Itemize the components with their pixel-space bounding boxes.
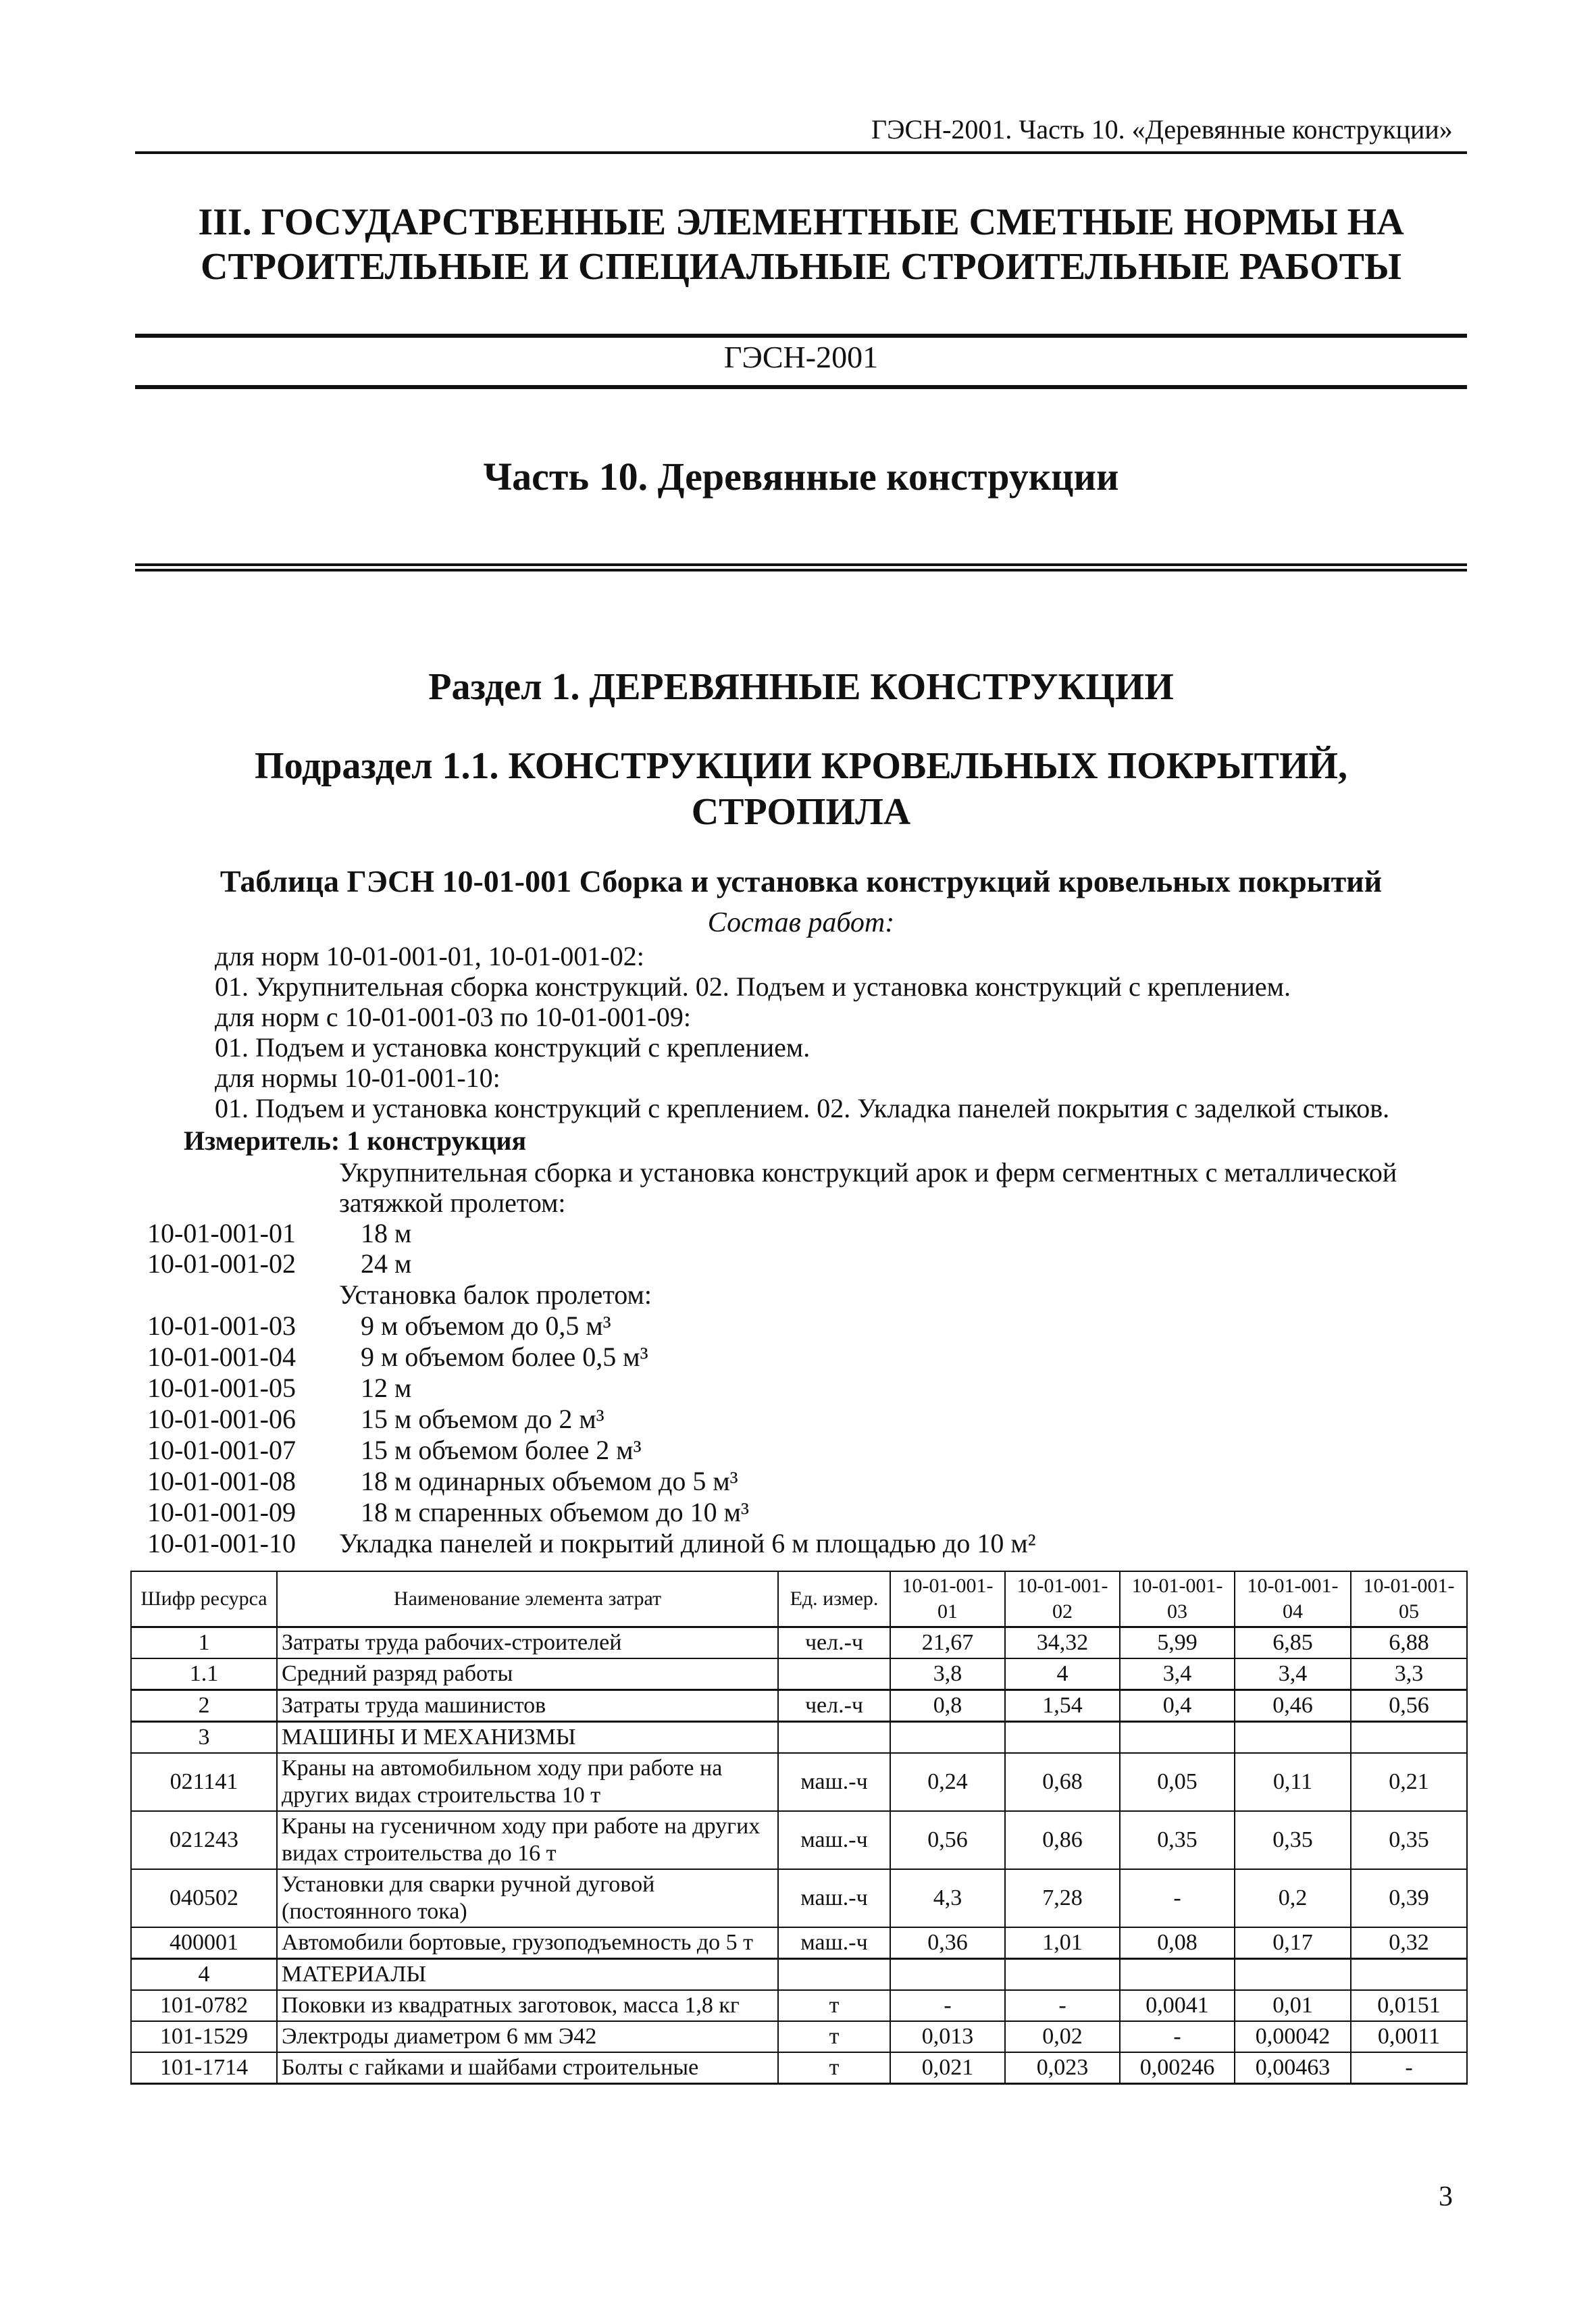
column-header-name: Наименование элемента затрат <box>277 1571 778 1627</box>
resource-cost-table <box>130 1571 1468 2085</box>
norm-description: Укладка панелей и покрытий длиной 6 м площадью до 10 м² <box>339 1528 1036 1558</box>
norm-value: 0,24 <box>890 1753 1005 1811</box>
norm-value: 3,4 <box>1120 1658 1235 1690</box>
norm-description: 18 м спаренных объемом до 10 м³ <box>361 1497 749 1527</box>
norms-intro-line: затяжкой пролетом: <box>339 1188 566 1218</box>
resource-unit: т <box>778 1990 890 2021</box>
norm-value: - <box>890 1990 1005 2021</box>
norm-value: 0,36 <box>890 1927 1005 1959</box>
group-title: МАТЕРИАЛЫ <box>277 1959 778 1991</box>
norm-value: 0,00463 <box>1235 2052 1351 2084</box>
resource-name: Затраты труда машинистов <box>277 1690 778 1722</box>
resource-code: 101-0782 <box>131 1990 277 2021</box>
column-header-norm: 10-01-001-05 <box>1351 1571 1467 1627</box>
norm-code: 10-01-001-01 <box>147 1218 296 1248</box>
norm-row <box>147 1403 1485 1434</box>
norm-value: 0,08 <box>1120 1927 1235 1959</box>
gesn-label: ГЭСН-2001 <box>723 340 879 374</box>
main-title <box>135 200 1467 289</box>
norm-value: 1,01 <box>1005 1927 1120 1959</box>
column-header-norm: 10-01-001-01 <box>890 1571 1005 1627</box>
norm-value: 0,05 <box>1120 1753 1235 1811</box>
norm-value: 0,56 <box>1351 1690 1467 1722</box>
resource-code: 101-1714 <box>131 2052 277 2084</box>
subsection-title <box>135 743 1467 835</box>
norm-value: 0,35 <box>1351 1811 1467 1869</box>
norm-value: 0,68 <box>1005 1753 1120 1811</box>
norm-value: 0,01 <box>1235 1990 1351 2021</box>
gesn-rule-bottom <box>135 385 1467 389</box>
norm-value: 6,85 <box>1235 1627 1351 1659</box>
norm-value: 0,021 <box>890 2052 1005 2084</box>
norm-value: 3,8 <box>890 1658 1005 1690</box>
norm-value: 0,013 <box>890 2021 1005 2052</box>
table-row <box>131 1658 1467 1690</box>
running-header: ГЭСН-2001. Часть 10. «Деревянные конструкции» <box>871 114 1453 145</box>
norm-value: 6,88 <box>1351 1627 1467 1659</box>
work-composition-line: 01. Подъем и установка конструкций с креплением. <box>215 1032 810 1063</box>
norm-value: 0,35 <box>1120 1811 1235 1869</box>
norm-row <box>147 1217 1485 1248</box>
norm-value: 0,00246 <box>1120 2052 1235 2084</box>
norm-value: 0,0011 <box>1351 2021 1467 2052</box>
norm-value: 7,28 <box>1005 1869 1120 1927</box>
table-row <box>131 1690 1467 1722</box>
norm-code: 10-01-001-07 <box>147 1435 296 1465</box>
resource-name: Автомобили бортовые, грузоподъемность до 5 т <box>277 1927 778 1959</box>
table-row <box>131 1990 1467 2021</box>
resource-code: 3 <box>131 1722 277 1754</box>
norm-value <box>1005 1722 1120 1754</box>
norm-value: 34,32 <box>1005 1627 1120 1659</box>
resource-code: 1.1 <box>131 1658 277 1690</box>
table-group-row <box>131 1959 1467 1991</box>
resource-unit: чел.-ч <box>778 1627 890 1659</box>
norm-value: 0,39 <box>1351 1869 1467 1927</box>
resource-unit <box>778 1959 890 1991</box>
resource-unit: маш.-ч <box>778 1869 890 1927</box>
norm-description: 9 м объемом до 0,5 м³ <box>361 1311 611 1341</box>
resource-name: Краны на автомобильном ходу при работе на других видах строительства 10 т <box>277 1753 778 1811</box>
norm-code: 10-01-001-10 <box>147 1528 296 1558</box>
resource-code: 2 <box>131 1690 277 1722</box>
resource-code: 400001 <box>131 1927 277 1959</box>
work-composition-line: для нормы 10-01-001-10: <box>215 1063 500 1093</box>
norm-code: 10-01-001-06 <box>147 1404 296 1434</box>
norm-value: 5,99 <box>1120 1627 1235 1659</box>
work-composition-line: для норм 10-01-001-01, 10-01-001-02: <box>215 941 644 971</box>
norm-description: 18 м <box>361 1218 412 1248</box>
table-group-row <box>131 1722 1467 1754</box>
norm-value: 0,46 <box>1235 1690 1351 1722</box>
norm-value: 0,21 <box>1351 1753 1467 1811</box>
table-title: Таблица ГЭСН 10-01-001 Сборка и установка конструкций кровельных покрытий <box>220 864 1383 898</box>
norm-value: 0,02 <box>1005 2021 1120 2052</box>
column-header-norm: 10-01-001-04 <box>1235 1571 1351 1627</box>
main-title-line-1: III. ГОСУДАРСТВЕННЫЕ ЭЛЕМЕНТНЫЕ СМЕТНЫЕ НОРМЫ НА <box>198 201 1404 243</box>
norm-row <box>147 1527 1485 1558</box>
resource-unit: маш.-ч <box>778 1927 890 1959</box>
norm-value: 1,54 <box>1005 1690 1120 1722</box>
table-row <box>131 1811 1467 1869</box>
column-header-code: Шифр ресурса <box>131 1571 277 1627</box>
resource-unit: т <box>778 2052 890 2084</box>
norm-description: 15 м объемом до 2 м³ <box>361 1404 604 1434</box>
part-title: Часть 10. Деревянные конструкции <box>483 455 1119 499</box>
section-title: Раздел 1. ДЕРЕВЯННЫЕ КОНСТРУКЦИИ <box>428 666 1174 708</box>
norm-description: 24 м <box>361 1248 412 1279</box>
norm-value: - <box>1005 1990 1120 2021</box>
part-rule-2 <box>135 569 1467 571</box>
main-title-line-2: СТРОИТЕЛЬНЫЕ И СПЕЦИАЛЬНЫЕ СТРОИТЕЛЬНЫЕ РАБОТЫ <box>201 246 1401 288</box>
gesn-rule-top <box>135 334 1467 338</box>
table-row <box>131 1627 1467 1659</box>
norm-value: 0,00042 <box>1235 2021 1351 2052</box>
norm-value <box>1120 1959 1235 1991</box>
resource-code: 040502 <box>131 1869 277 1927</box>
norm-value: 0,32 <box>1351 1927 1467 1959</box>
norm-value <box>1005 1959 1120 1991</box>
norm-row <box>147 1279 1485 1310</box>
norm-value: - <box>1120 1869 1235 1927</box>
norm-value: - <box>1351 2052 1467 2084</box>
norms-intro-line: Укрупнительная сборка и установка конструкций арок и ферм сегментных с металлической <box>339 1157 1397 1188</box>
norm-value <box>1235 1959 1351 1991</box>
norm-code: 10-01-001-05 <box>147 1373 296 1403</box>
table-header-row <box>131 1571 1467 1627</box>
resource-code: 4 <box>131 1959 277 1991</box>
resource-code: 021243 <box>131 1811 277 1869</box>
norm-row <box>147 1310 1485 1341</box>
norm-value <box>1120 1722 1235 1754</box>
resource-name: Затраты труда рабочих-строителей <box>277 1627 778 1659</box>
norm-description: 9 м объемом более 0,5 м³ <box>361 1342 648 1372</box>
norm-code: 10-01-001-03 <box>147 1311 296 1341</box>
column-header-norm: 10-01-001-02 <box>1005 1571 1120 1627</box>
norm-value: 3,4 <box>1235 1658 1351 1690</box>
norm-code: 10-01-001-02 <box>147 1248 296 1279</box>
norm-value <box>1351 1722 1467 1754</box>
norm-value <box>1351 1959 1467 1991</box>
page-number: 3 <box>1439 2181 1453 2212</box>
norm-value: 21,67 <box>890 1627 1005 1659</box>
table-row <box>131 2021 1467 2052</box>
norm-value: 0,11 <box>1235 1753 1351 1811</box>
resource-code: 021141 <box>131 1753 277 1811</box>
work-composition-line: для норм с 10-01-001-03 по 10-01-001-09: <box>215 1002 692 1032</box>
norm-value: 0,2 <box>1235 1869 1351 1927</box>
subsection-title-line-2: СТРОПИЛА <box>691 791 911 833</box>
norm-description: 12 м <box>361 1373 412 1403</box>
resource-unit: маш.-ч <box>778 1753 890 1811</box>
norm-value <box>890 1959 1005 1991</box>
norm-value: 4,3 <box>890 1869 1005 1927</box>
norm-description: 15 м объемом более 2 м³ <box>361 1435 642 1465</box>
resource-name: Электроды диаметром 6 мм Э42 <box>277 2021 778 2052</box>
header-divider <box>135 151 1467 154</box>
subsection-title-line-1: Подраздел 1.1. КОНСТРУКЦИИ КРОВЕЛЬНЫХ ПОКРЫТИЙ, <box>255 745 1347 787</box>
norm-value: 0,86 <box>1005 1811 1120 1869</box>
norm-value: 0,0151 <box>1351 1990 1467 2021</box>
norm-row <box>147 1372 1485 1403</box>
norm-value: 0,56 <box>890 1811 1005 1869</box>
column-header-norm: 10-01-001-03 <box>1120 1571 1235 1627</box>
norm-value: 4 <box>1005 1658 1120 1690</box>
resource-unit: чел.-ч <box>778 1690 890 1722</box>
resource-name: Поковки из квадратных заготовок, масса 1,8 кг <box>277 1990 778 2021</box>
norm-description: Установка балок пролетом: <box>339 1279 652 1310</box>
norm-value: 0,0041 <box>1120 1990 1235 2021</box>
norm-row <box>147 1465 1485 1496</box>
norm-value: 0,8 <box>890 1690 1005 1722</box>
table-row <box>131 1753 1467 1811</box>
part-rule-1 <box>135 563 1467 566</box>
norm-row <box>147 1341 1485 1372</box>
resource-unit <box>778 1658 890 1690</box>
resource-name: Болты с гайками и шайбами строительные <box>277 2052 778 2084</box>
norm-value: 3,3 <box>1351 1658 1467 1690</box>
table-row <box>131 2052 1467 2084</box>
column-header-unit: Ед. измер. <box>778 1571 890 1627</box>
norm-value: 0,17 <box>1235 1927 1351 1959</box>
resource-name: Средний разряд работы <box>277 1658 778 1690</box>
norm-row <box>147 1496 1485 1527</box>
norm-row <box>147 1248 1485 1279</box>
resource-name: Краны на гусеничном ходу при работе на других видах строительства до 16 т <box>277 1811 778 1869</box>
resource-unit: маш.-ч <box>778 1811 890 1869</box>
table-row <box>131 1927 1467 1959</box>
norm-value <box>1235 1722 1351 1754</box>
norm-value: 0,023 <box>1005 2052 1120 2084</box>
norm-row <box>147 1434 1485 1465</box>
norm-description: 18 м одинарных объемом до 5 м³ <box>361 1466 738 1496</box>
norm-code: 10-01-001-04 <box>147 1342 296 1372</box>
norm-code: 10-01-001-09 <box>147 1497 296 1527</box>
resource-unit <box>778 1722 890 1754</box>
resource-code: 101-1529 <box>131 2021 277 2052</box>
norm-value: 0,4 <box>1120 1690 1235 1722</box>
resource-name: Установки для сварки ручной дуговой (постоянного тока) <box>277 1869 778 1927</box>
work-composition-line: 01. Подъем и установка конструкций с креплением. 02. Укладка панелей покрытия с заделкой стыков. <box>215 1093 1390 1123</box>
norm-value: - <box>1120 2021 1235 2052</box>
norm-value <box>890 1722 1005 1754</box>
norm-value: 0,35 <box>1235 1811 1351 1869</box>
resource-code: 1 <box>131 1627 277 1659</box>
measurement-unit: Измеритель: 1 конструкция <box>184 1125 527 1156</box>
group-title: МАШИНЫ И МЕХАНИЗМЫ <box>277 1722 778 1754</box>
work-composition-line: 01. Укрупнительная сборка конструкций. 02. Подъем и установка конструкций с креплением. <box>215 971 1291 1002</box>
work-composition-heading: Состав работ: <box>707 907 895 938</box>
resource-unit: т <box>778 2021 890 2052</box>
table-row <box>131 1869 1467 1927</box>
norm-code: 10-01-001-08 <box>147 1466 296 1496</box>
